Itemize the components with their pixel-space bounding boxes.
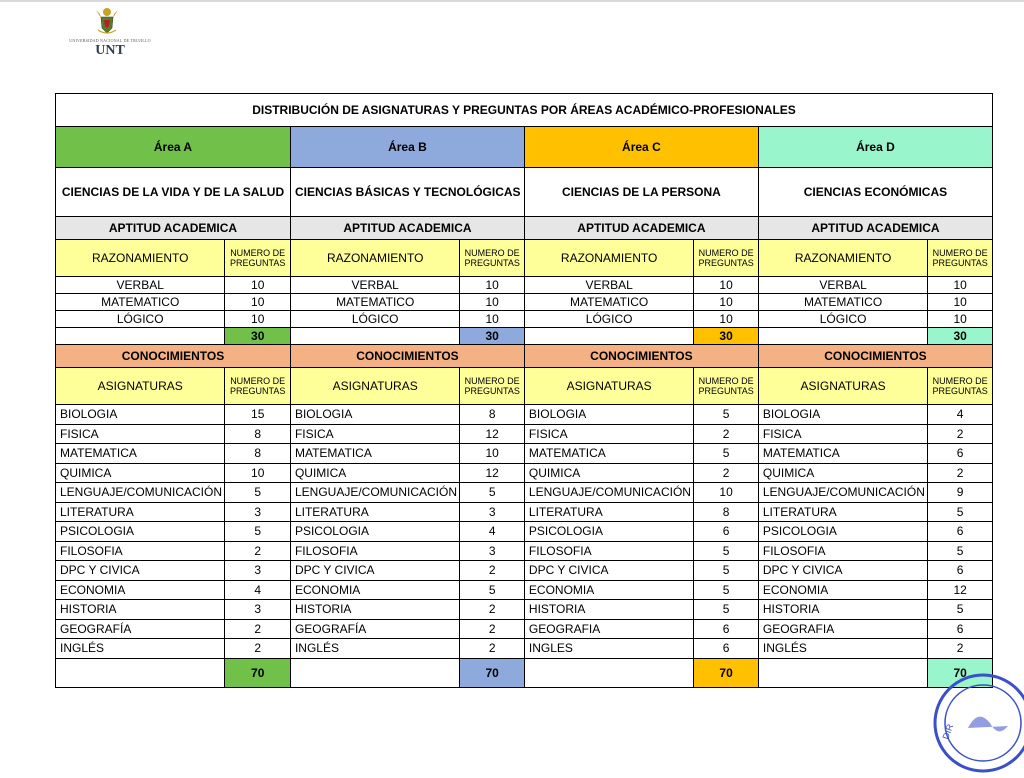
subject-name: HISTORIA [524, 600, 693, 620]
subject-row [56, 600, 993, 620]
subject-value: 5 [928, 600, 993, 620]
aptitud-name: VERBAL [524, 277, 693, 294]
aptitud-value: 10 [694, 294, 759, 311]
subject-name: FISICA [56, 424, 225, 444]
area-subtitle-0: CIENCIAS DE LA VIDA Y DE LA SALUD [56, 168, 291, 217]
subject-row [56, 444, 993, 464]
page-top-border [0, 0, 1024, 2]
subject-name: FILOSOFIA [758, 541, 927, 561]
aptitud-total-1: 30 [460, 328, 525, 345]
subject-value: 2 [928, 424, 993, 444]
subject-row [56, 483, 993, 503]
subject-value: 4 [928, 405, 993, 425]
subject-name: BIOLOGIA [524, 405, 693, 425]
subject-value: 5 [928, 502, 993, 522]
crest-icon [94, 6, 120, 36]
aptitud-name: VERBAL [56, 277, 225, 294]
numero-preguntas-label-0: NUMERO DE PREGUNTAS [225, 368, 291, 405]
aptitud-value: 10 [460, 294, 525, 311]
subject-value: 8 [225, 444, 291, 464]
subject-name: FISICA [758, 424, 927, 444]
subject-value: 5 [694, 541, 759, 561]
subject-name: FILOSOFIA [290, 541, 459, 561]
subject-name: FILOSOFIA [524, 541, 693, 561]
subject-value: 5 [694, 600, 759, 620]
numero-preguntas-label-2: NUMERO DE PREGUNTAS [694, 368, 759, 405]
subject-value: 6 [694, 619, 759, 639]
subject-value: 5 [928, 541, 993, 561]
subject-row [56, 639, 993, 659]
conocimientos-header-row [56, 345, 993, 368]
aptitud-value: 10 [928, 311, 993, 328]
subject-name: LITERATURA [290, 502, 459, 522]
subject-name: PSICOLOGIA [56, 522, 225, 542]
subject-name: GEOGRAFIA [758, 619, 927, 639]
subject-value: 5 [694, 405, 759, 425]
subject-value: 2 [225, 619, 291, 639]
subject-name: BIOLOGIA [758, 405, 927, 425]
aptitud-name: LÓGICO [758, 311, 927, 328]
subject-name: MATEMATICA [758, 444, 927, 464]
conocimientos-header-0: CONOCIMIENTOS [56, 345, 291, 368]
area-subtitle-3: CIENCIAS ECONÓMICAS [758, 168, 992, 217]
subject-value: 5 [225, 522, 291, 542]
subject-name: INGLÉS [758, 639, 927, 659]
subject-name: PSICOLOGIA [524, 522, 693, 542]
aptitud-total-spacer-0 [56, 328, 225, 345]
subject-row [56, 424, 993, 444]
subject-value: 2 [928, 463, 993, 483]
aptitud-value: 10 [694, 277, 759, 294]
subject-value: 2 [694, 463, 759, 483]
aptitud-name: VERBAL [758, 277, 927, 294]
aptitud-value: 10 [928, 277, 993, 294]
subject-name: PSICOLOGIA [290, 522, 459, 542]
subject-name: LENGUAJE/COMUNICACIÓN [56, 483, 225, 503]
subject-value: 6 [928, 522, 993, 542]
subject-value: 5 [460, 580, 525, 600]
subject-name: ECONOMIA [524, 580, 693, 600]
subject-name: HISTORIA [56, 600, 225, 620]
aptitud-value: 10 [460, 311, 525, 328]
razonamiento-header-row [56, 240, 993, 277]
aptitud-row [56, 294, 993, 311]
subject-value: 12 [460, 463, 525, 483]
table-title: DISTRIBUCIÓN DE ASIGNATURAS Y PREGUNTAS POR ÁREAS ACADÉMICO-PROFESIONALES [56, 94, 993, 127]
subject-value: 6 [694, 522, 759, 542]
subject-name: LENGUAJE/COMUNICACIÓN [290, 483, 459, 503]
subject-name: FILOSOFIA [56, 541, 225, 561]
asignaturas-label-0: ASIGNATURAS [56, 368, 225, 405]
conocimientos-header-3: CONOCIMIENTOS [758, 345, 992, 368]
subject-value: 5 [694, 561, 759, 581]
aptitud-total-2: 30 [694, 328, 759, 345]
subject-name: GEOGRAFÍA [56, 619, 225, 639]
subject-name: HISTORIA [758, 600, 927, 620]
aptitud-name: MATEMATICO [758, 294, 927, 311]
aptitud-value: 10 [928, 294, 993, 311]
subject-name: DPC Y CIVICA [524, 561, 693, 581]
aptitud-name: LÓGICO [290, 311, 459, 328]
aptitud-total-3: 30 [928, 328, 993, 345]
conocimientos-header-1: CONOCIMIENTOS [290, 345, 524, 368]
subject-value: 3 [225, 600, 291, 620]
subject-name: INGLÉS [290, 639, 459, 659]
subject-value: 2 [928, 639, 993, 659]
subject-value: 8 [460, 405, 525, 425]
area-subtitle-2: CIENCIAS DE LA PERSONA [524, 168, 758, 217]
aptitud-value: 10 [225, 277, 291, 294]
asignaturas-header-row [56, 368, 993, 405]
subject-value: 3 [460, 502, 525, 522]
subject-name: LITERATURA [524, 502, 693, 522]
total-3: 70 [928, 658, 993, 687]
university-name: UNIVERSIDAD NACIONAL DE TRUJILLO [69, 38, 151, 43]
razonamiento-label-0: RAZONAMIENTO [56, 240, 225, 277]
aptitud-header-row [56, 217, 993, 240]
aptitud-name: LÓGICO [56, 311, 225, 328]
subject-name: MATEMATICA [290, 444, 459, 464]
subject-row [56, 522, 993, 542]
official-seal [928, 668, 1024, 778]
aptitud-name: VERBAL [290, 277, 459, 294]
area-title-0: Área A [56, 127, 291, 168]
subject-name: INGLES [524, 639, 693, 659]
subject-value: 2 [694, 424, 759, 444]
subject-name: GEOGRAFÍA [290, 619, 459, 639]
aptitud-row [56, 311, 993, 328]
subject-value: 8 [694, 502, 759, 522]
subject-name: DPC Y CIVICA [290, 561, 459, 581]
subject-value: 5 [225, 483, 291, 503]
razonamiento-label-3: RAZONAMIENTO [758, 240, 927, 277]
subject-value: 4 [460, 522, 525, 542]
numero-preguntas-label-3: NUMERO DE PREGUNTAS [928, 368, 993, 405]
subject-value: 5 [460, 483, 525, 503]
subject-value: 15 [225, 405, 291, 425]
aptitud-name: MATEMATICO [524, 294, 693, 311]
subject-value: 12 [928, 580, 993, 600]
subject-name: LENGUAJE/COMUNICACIÓN [758, 483, 927, 503]
subject-name: QUIMICA [524, 463, 693, 483]
total-spacer-0 [56, 658, 225, 687]
university-logo [58, 6, 162, 60]
subject-value: 2 [460, 561, 525, 581]
subject-name: QUIMICA [56, 463, 225, 483]
subject-name: QUIMICA [290, 463, 459, 483]
subject-value: 5 [694, 580, 759, 600]
numero-preguntas-label-1: NUMERO DE PREGUNTAS [460, 368, 525, 405]
subject-name: FISICA [524, 424, 693, 444]
total-spacer-3 [758, 658, 927, 687]
area-title-3: Área D [758, 127, 992, 168]
numero-preguntas-label-2: NUMERO DE PREGUNTAS [694, 240, 759, 277]
subject-value: 3 [460, 541, 525, 561]
aptitud-value: 10 [460, 277, 525, 294]
subject-value: 3 [225, 502, 291, 522]
subject-name: BIOLOGIA [56, 405, 225, 425]
subject-value: 12 [460, 424, 525, 444]
aptitud-total-spacer-1 [290, 328, 459, 345]
subject-name: ECONOMIA [56, 580, 225, 600]
aptitud-value: 10 [225, 294, 291, 311]
subject-value: 4 [225, 580, 291, 600]
subject-name: LENGUAJE/COMUNICACIÓN [524, 483, 693, 503]
subject-row [56, 580, 993, 600]
aptitud-total-spacer-2 [524, 328, 693, 345]
numero-preguntas-label-3: NUMERO DE PREGUNTAS [928, 240, 993, 277]
area-header-row [56, 127, 993, 168]
numero-preguntas-label-0: NUMERO DE PREGUNTAS [225, 240, 291, 277]
subject-name: MATEMATICA [524, 444, 693, 464]
subject-name: LITERATURA [758, 502, 927, 522]
asignaturas-label-1: ASIGNATURAS [290, 368, 459, 405]
asignaturas-label-2: ASIGNATURAS [524, 368, 693, 405]
aptitud-header-2: APTITUD ACADEMICA [524, 217, 758, 240]
subject-name: INGLÉS [56, 639, 225, 659]
subject-name: DPC Y CIVICA [758, 561, 927, 581]
subject-value: 6 [694, 639, 759, 659]
total-spacer-1 [290, 658, 459, 687]
aptitud-total-0: 30 [225, 328, 291, 345]
subject-value: 6 [928, 561, 993, 581]
subject-value: 2 [225, 541, 291, 561]
area-title-2: Área C [524, 127, 758, 168]
subject-value: 10 [460, 444, 525, 464]
subject-name: GEOGRAFIA [524, 619, 693, 639]
aptitud-total-spacer-3 [758, 328, 927, 345]
aptitud-row [56, 277, 993, 294]
subject-value: 2 [225, 639, 291, 659]
subject-value: 6 [928, 444, 993, 464]
subject-value: 9 [928, 483, 993, 503]
subject-value: 3 [225, 561, 291, 581]
university-abbreviation: UNT [95, 43, 125, 58]
subject-value: 6 [928, 619, 993, 639]
subject-name: LITERATURA [56, 502, 225, 522]
subject-value: 2 [460, 639, 525, 659]
aptitud-header-3: APTITUD ACADEMICA [758, 217, 992, 240]
subject-value: 10 [225, 463, 291, 483]
numero-preguntas-label-1: NUMERO DE PREGUNTAS [460, 240, 525, 277]
aptitud-name: LÓGICO [524, 311, 693, 328]
subject-value: 10 [694, 483, 759, 503]
razonamiento-label-1: RAZONAMIENTO [290, 240, 459, 277]
distribution-table [55, 93, 993, 688]
aptitud-value: 10 [225, 311, 291, 328]
aptitud-name: MATEMATICO [290, 294, 459, 311]
subject-row [56, 463, 993, 483]
subject-name: MATEMATICA [56, 444, 225, 464]
total-0: 70 [225, 658, 291, 687]
subject-name: ECONOMIA [290, 580, 459, 600]
subject-value: 5 [694, 444, 759, 464]
asignaturas-label-3: ASIGNATURAS [758, 368, 927, 405]
area-subtitle-row [56, 168, 993, 217]
subject-name: QUIMICA [758, 463, 927, 483]
conocimientos-header-2: CONOCIMIENTOS [524, 345, 758, 368]
total-1: 70 [460, 658, 525, 687]
subject-row [56, 405, 993, 425]
grand-total-row [56, 658, 993, 687]
aptitud-value: 10 [694, 311, 759, 328]
area-title-1: Área B [290, 127, 524, 168]
razonamiento-label-2: RAZONAMIENTO [524, 240, 693, 277]
subject-value: 2 [460, 600, 525, 620]
subject-row [56, 541, 993, 561]
subject-value: 8 [225, 424, 291, 444]
subject-name: BIOLOGIA [290, 405, 459, 425]
aptitud-header-1: APTITUD ACADEMICA [290, 217, 524, 240]
svg-text:DIR: DIR [940, 722, 956, 741]
aptitud-total-row [56, 328, 993, 345]
aptitud-name: MATEMATICO [56, 294, 225, 311]
subject-row [56, 619, 993, 639]
aptitud-header-0: APTITUD ACADEMICA [56, 217, 291, 240]
subject-name: DPC Y CIVICA [56, 561, 225, 581]
subject-row [56, 561, 993, 581]
subject-name: FISICA [290, 424, 459, 444]
subject-name: ECONOMIA [758, 580, 927, 600]
area-subtitle-1: CIENCIAS BÁSICAS Y TECNOLÓGICAS [290, 168, 524, 217]
subject-name: HISTORIA [290, 600, 459, 620]
subject-row [56, 502, 993, 522]
total-spacer-2 [524, 658, 693, 687]
total-2: 70 [694, 658, 759, 687]
subject-name: PSICOLOGIA [758, 522, 927, 542]
subject-value: 2 [460, 619, 525, 639]
